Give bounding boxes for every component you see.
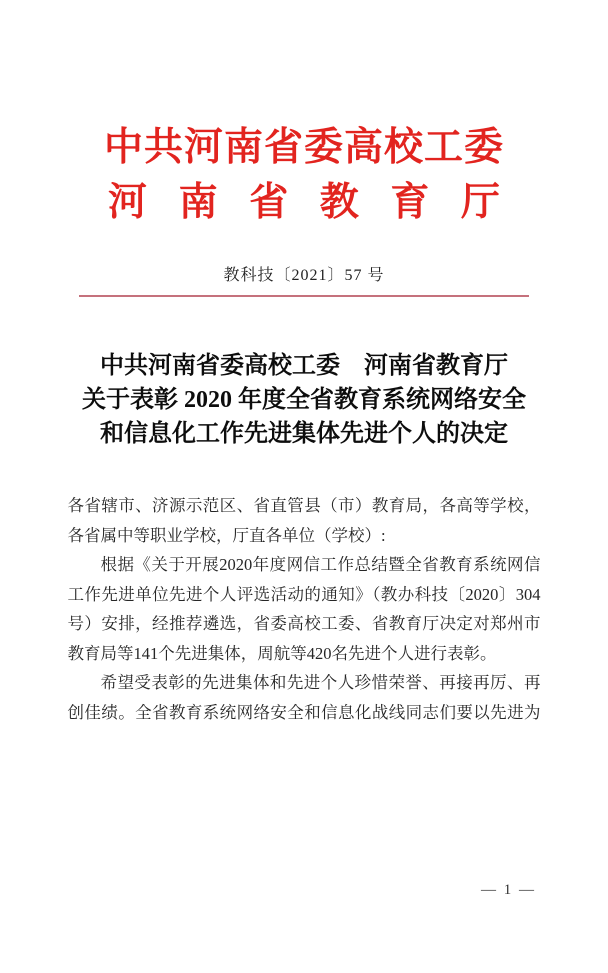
document-content: [68, 120, 541, 727]
paragraph-1-line-1: 根据《关于开展2020年度网信工作总结暨全省教育系统网信: [100, 555, 541, 574]
official-document-page: [0, 120, 608, 973]
title-line-3: 和信息化工作先进集体先进个人的决定: [100, 421, 508, 447]
paragraph-2-line-2: 创佳绩。全省教育系统网络安全和信息化战线同志们要以先进为: [67, 702, 541, 722]
title-line-2: 关于表彰 2020 年度全省教育系统网络安全: [82, 387, 526, 413]
document-title: [68, 349, 541, 451]
paragraph-2-line-1: 希望受表彰的先进集体和先进个人珍惜荣誉、再接再厉、再: [100, 673, 541, 692]
paragraph-1-line-3: 号）安排，经推荐遴选，省委高校工委、省教育厅决定对郑州市: [67, 614, 541, 633]
salutation-line-2: 各省属中等职业学校，厅直各单位（学校）:: [67, 525, 386, 545]
issuer-name-line2: 河南省教育厅: [108, 181, 500, 224]
page-number: — 1 —: [481, 882, 536, 898]
paragraph-1-line-2: 工作先进单位先进个人评选活动的通知》（教办科技〔2020〕304: [67, 584, 541, 604]
red-divider-rule: [79, 295, 529, 297]
title-line-1: 中共河南省委高校工委 河南省教育厅: [100, 353, 508, 379]
document-reference-number: 教科技〔2021〕57 号: [223, 267, 385, 284]
paragraph-1-line-4: 教育局等141个先进集体，周航等420名先进个人进行表彰。: [67, 643, 497, 663]
document-body: [68, 491, 541, 727]
issuer-name-line1: 中共河南省委高校工委: [103, 126, 504, 169]
red-letterhead: [68, 120, 541, 230]
salutation-line-1: 各省辖市、济源示范区、省直管县（市）教育局，各高等学校，: [67, 496, 541, 515]
